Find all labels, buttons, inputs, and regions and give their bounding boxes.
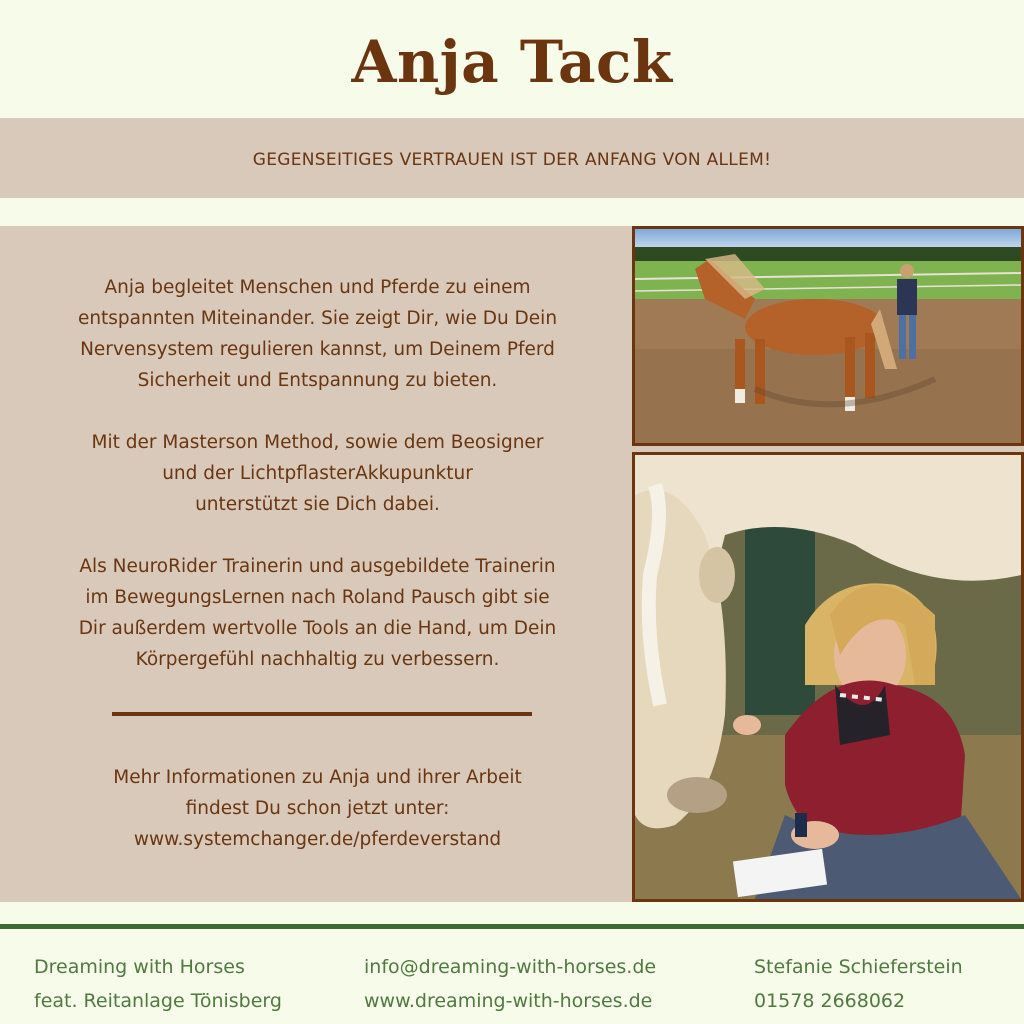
footer-brand <box>34 950 282 1018</box>
paragraph-methods <box>30 427 605 520</box>
description <box>30 272 605 706</box>
paragraph-intro <box>30 272 605 396</box>
page-title: Anja Tack <box>351 28 673 96</box>
text-line: Nervensystem regulieren kannst, um Deinem Pferd <box>80 339 555 360</box>
text-line: und der LichtpflasterAkkupunktur <box>162 463 473 484</box>
paragraph-training <box>30 551 605 675</box>
footer-contact <box>364 950 656 1018</box>
footer-brand-subtitle: feat. Reitanlage Tönisberg <box>34 990 282 1012</box>
text-line: Mit der Masterson Method, sowie dem Beosigner <box>91 432 544 453</box>
text-line: unterstützt sie Dich dabei. <box>195 494 440 515</box>
footer-email-link[interactable]: info@dreaming-with-horses.de <box>364 956 657 978</box>
text-line: Dir außerdem wertvolle Tools an die Hand, um Dein <box>78 618 557 639</box>
footer-website-link[interactable]: www.dreaming-with-horses.de <box>364 990 653 1012</box>
photo-horse-and-woman <box>632 452 1024 902</box>
footer-phone[interactable]: 01578 2668062 <box>754 990 906 1012</box>
text-line: im BewegungsLernen nach Roland Pausch gibt sie <box>85 587 550 608</box>
photo-horse-lunging-illustration <box>635 229 1021 443</box>
text-line: Als NeuroRider Trainerin und ausgebildete Trainerin <box>79 556 556 577</box>
text-line: entspannten Miteinander. Sie zeigt Dir, wie Du Dein <box>77 308 558 329</box>
text-line: Körpergefühl nachhaltig zu verbessern. <box>135 649 500 670</box>
footer-divider <box>0 924 1024 929</box>
text-line: Anja begleitet Menschen und Pferde zu einem <box>104 277 531 298</box>
footer-person <box>754 950 963 1018</box>
tagline-text: GEGENSEITIGES VERTRAUEN IST DER ANFANG VON ALLEM! <box>252 150 772 170</box>
footer-brand-name: Dreaming with Horses <box>34 956 245 978</box>
more-info <box>30 762 605 855</box>
text-line: Mehr Informationen zu Anja und ihrer Arbeit <box>113 767 522 788</box>
website-link[interactable]: www.systemchanger.de/pferdeverstand <box>133 829 502 850</box>
photo-horse-and-woman-illustration <box>635 455 1021 899</box>
text-line: findest Du schon jetzt unter: <box>185 798 450 819</box>
footer-person-name: Stefanie Schieferstein <box>754 956 963 978</box>
text-line: Sicherheit und Entspannung zu bieten. <box>137 370 498 391</box>
divider <box>112 712 532 716</box>
tagline-banner <box>0 118 1024 198</box>
photo-horse-lunging <box>632 226 1024 446</box>
